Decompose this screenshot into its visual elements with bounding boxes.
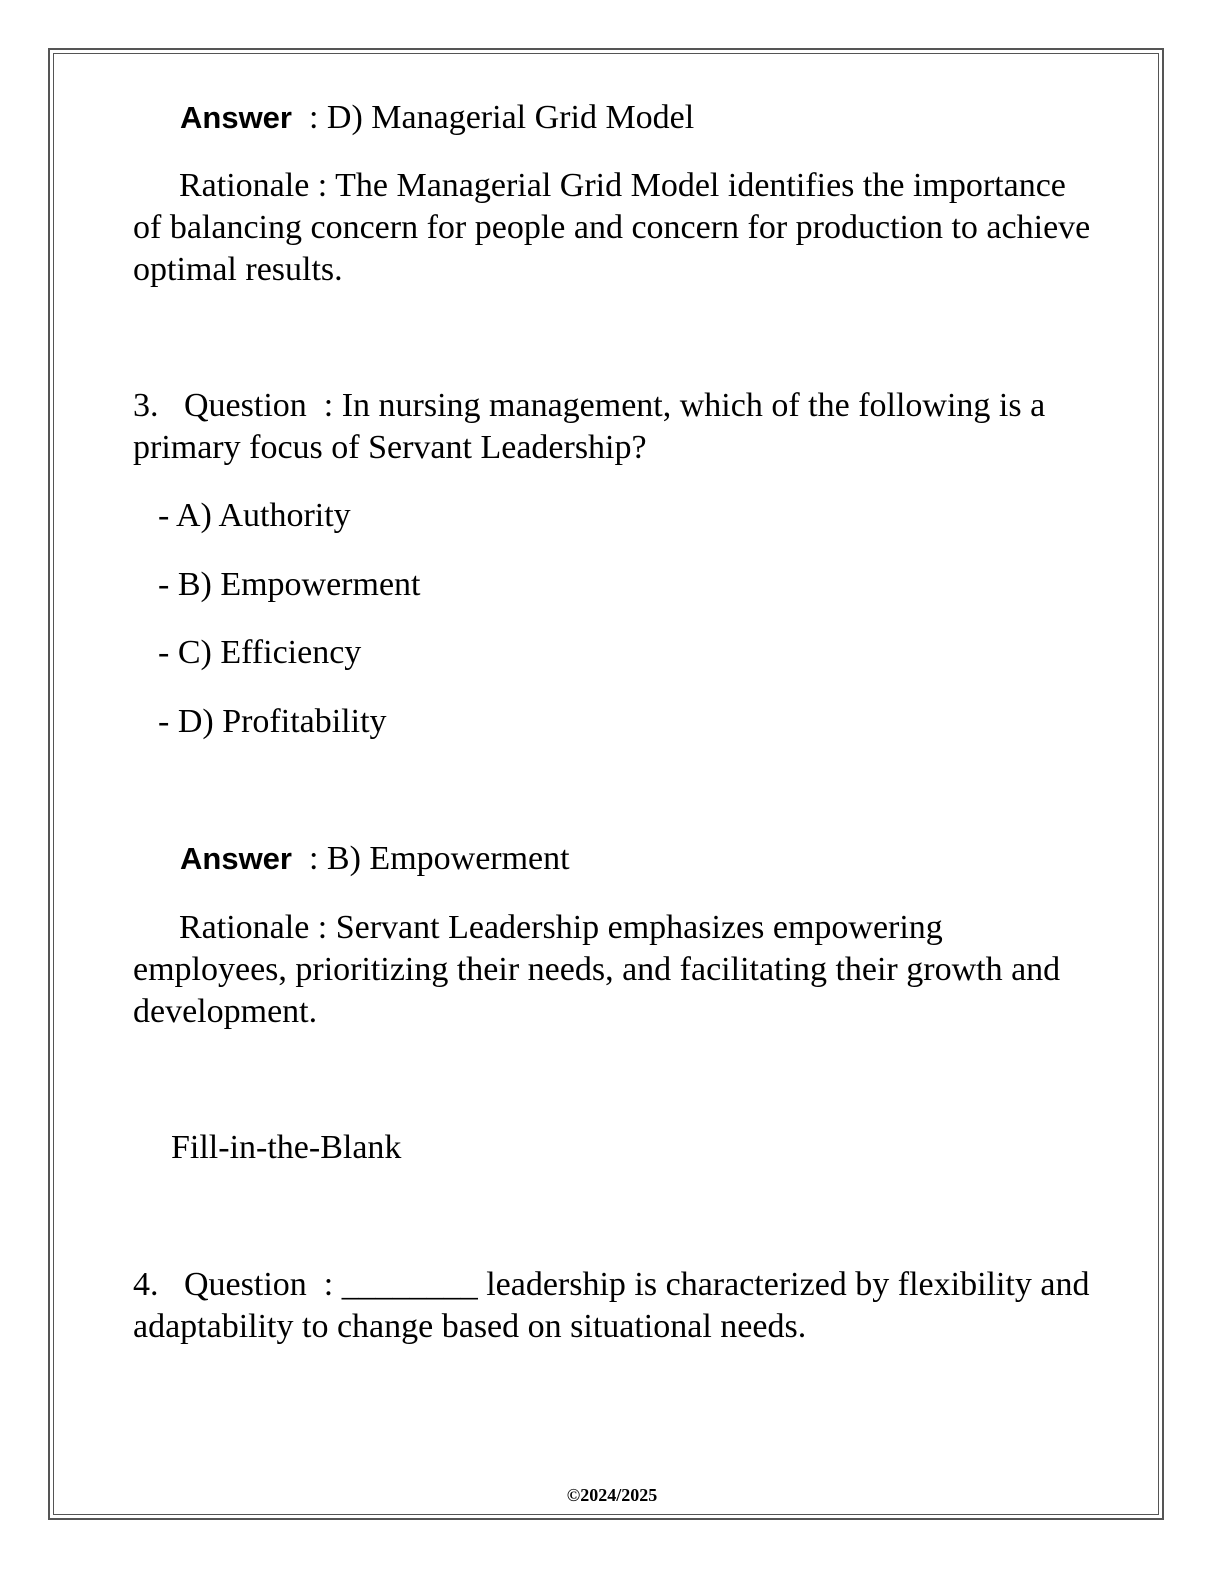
answer-3 [180,838,570,880]
question-4: 4. Question : ________ leadership is characterized by flexibility and adaptability to change based on situational needs. [133,1266,1098,1345]
rationale-3: Rationale : Servant Leadership emphasizes empowering employees, prioritizing their needs, and facilitating their growth and development. [133,909,1061,1030]
answer-2 [180,97,694,139]
answer-label: Answer [180,841,292,876]
option-c: - C) Efficiency [158,634,362,671]
copyright-footer: ©2024/2025 [566,1485,658,1505]
answer-text: : B) Empowerment [291,840,570,877]
question-3: 3. Question : In nursing management, which of the following is a primary focus of Servant Leadership? [133,387,1054,466]
option-b: - B) Empowerment [158,566,421,603]
answer-text: : D) Managerial Grid Model [291,99,695,136]
section-heading: Fill-in-the-Blank [171,1129,402,1166]
answer-label: Answer [180,100,292,135]
option-a: - A) Authority [158,497,351,534]
rationale-2: Rationale : The Managerial Grid Model identifies the importance of balancing concern for people and concern for production to achieve optimal results. [133,167,1091,288]
option-d: - D) Profitability [158,703,387,740]
